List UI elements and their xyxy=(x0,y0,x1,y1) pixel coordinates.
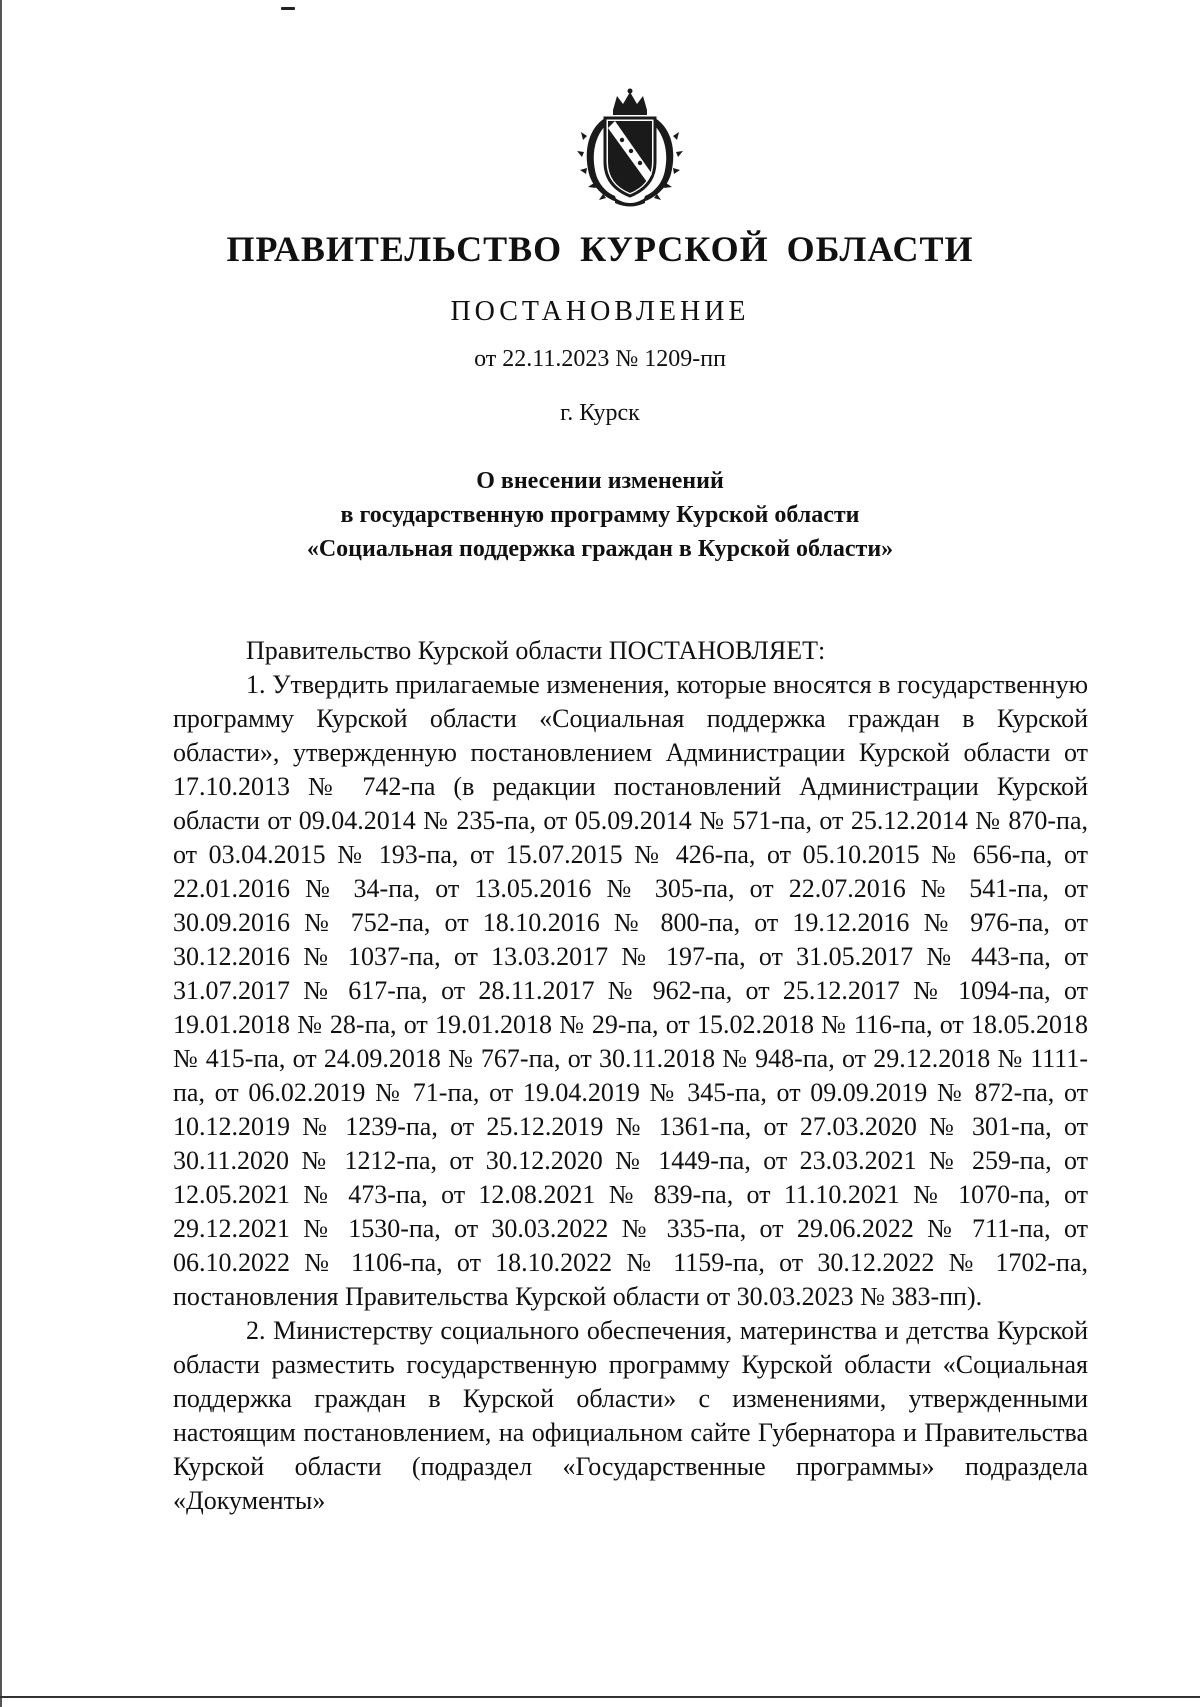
heading-line-3: «Социальная поддержка граждан в Курской области» xyxy=(306,536,894,562)
document-heading xyxy=(0,464,1200,566)
paragraph-2: 2. Министерству социального обеспечения, материнства и детства Курской области разместить государственную программу Курской области «Социальная поддержка граждан в Курской области» с изменениями, утвержденными настоящим постановлением, на официальном сайте Губернатора и Правительства Курской области (подраздел «Государственные программы» подраздела «Документы» xyxy=(173,1316,1088,1515)
document-body xyxy=(173,634,1088,1518)
heading-line-1: О внесении изменений xyxy=(476,468,724,494)
government-title: ПРАВИТЕЛЬСТВО КУРСКОЙ ОБЛАСТИ xyxy=(226,229,974,269)
intro-paragraph: Правительство Курской области ПОСТАНОВЛЯЕТ: xyxy=(246,636,826,665)
document-city: г. Курск xyxy=(560,400,640,426)
document-type: ПОСТАНОВЛЕНИЕ xyxy=(450,296,750,327)
coat-of-arms-icon xyxy=(575,88,685,208)
paragraph-1: 1. Утвердить прилагаемые изменения, которые вносятся в государственную программу Курской области «Социальная поддержка граждан в Курской области», утвержденную постановлением Администрации Курской области от 17.10.2013 № 742-па (в редакции постановлений Администрации Курской области от 09.04.2014 № 235-па, от 05.09.2014 № 571-па, от 25.12.2014 № 870-па, от 03.04.2015 № 193-па, от 15.07.2015 № 426-па, от 05.10.2015 № 656-па, от 22.01.2016 № 34-па, от 13.05.2016 № 305-па, от 22.07.2016 № 541-па, от 30.09.2016 № 752-па, от 18.10.2016 № 800-па, от 19.12.2016 № 976-па, от 30.12.2016 № 1037-па, от 13.03.2017 № 197-па, от 31.05.2017 № 443-па, от 31.07.2017 № 617-па, от 28.11.2017 № 962-па, от 25.12.2017 № 1094-па, от 19.01.2018 № 28-па, от 19.01.2018 № 29-па, от 15.02.2018 № 116-па, от 18.05.2018 № 415-па, от 24.09.2018 № 767-па, от 30.11.2018 № 948-па, от 29.12.2018 № 1111-па, от 06.02.2019 № 71-па, от 19.04.2019 № 345-па, от 09.09.2019 № 872-па, от 10.12.2019 № 1239-па, от 25.12.2019 № 1361-па, от 27.03.2020 № 301-па, от 30.11.2020 № 1212-па, от 30.12.2020 № 1449-па, от 23.03.2021 № 259-па, от 12.05.2021 № 473-па, от 12.08.2021 № 839-па, от 11.10.2021 № 1070-па, от 29.12.2021 № 1530-па, от 30.03.2022 № 335-па, от 29.06.2022 № 711-па, от 06.10.2022 № 1106-па, от 18.10.2022 № 1159-па, от 30.12.2022 № 1702-па, постановления Правительства Курской области от 30.03.2023 № 383-пп). xyxy=(173,670,1088,1311)
scan-bottom-edge xyxy=(0,1696,1200,1698)
scan-mark xyxy=(281,7,295,10)
document-date-number: от 22.11.2023 № 1209-пп xyxy=(474,346,726,372)
heading-line-2: в государственную программу Курской области xyxy=(340,502,860,528)
